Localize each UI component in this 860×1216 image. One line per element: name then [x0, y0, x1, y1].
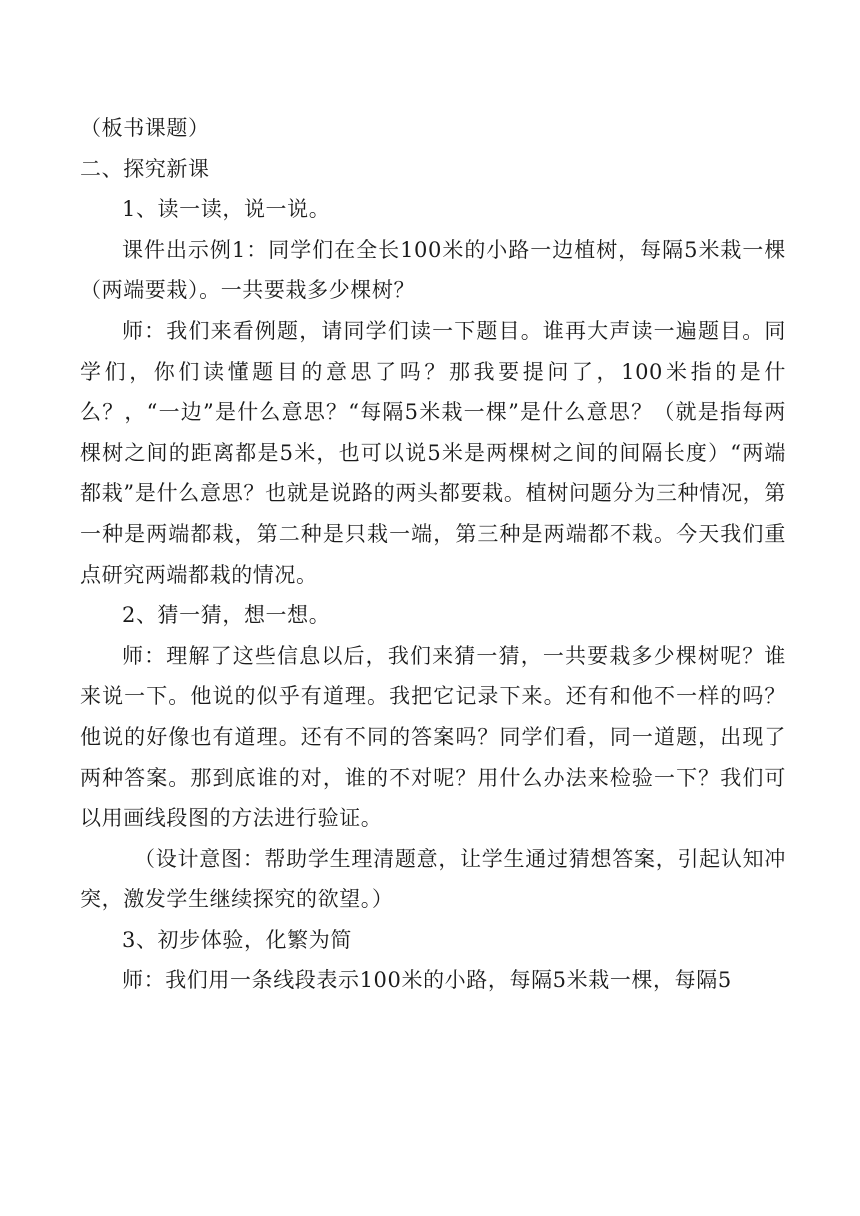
paragraph-teacher-reading: 师：我们来看例题，请同学们读一下题目。谁再大声读一遍题目。同学们，你们读懂题目的意思了吗？那我要提问了，100米指的是什么？，“一边”是什么意思？“每隔5米栽一棵”是什么意思？（就是指每两棵树之间的距离都是5米，也可以说5米是两棵树之间的间隔长度）“两端都栽”是什么意思？也就是说路的两头都要栽。植树问题分为三种情况，第一种是两端都栽，第二种是只栽一端，第三种是两端都不栽。今天我们重点研究两端都栽的情况。: [80, 318, 786, 587]
paragraph-board-title: （板书课题）: [80, 116, 210, 140]
document-body: [80, 108, 786, 1001]
step-heading-read: 1、读一读，说一说。: [122, 197, 331, 222]
paragraph-teacher-line-segment: 师：我们用一条线段表示100米的小路，每隔5米栽一棵，每隔5: [122, 968, 732, 993]
paragraph-example-problem: 课件出示例1：同学们在全长100米的小路一边植树，每隔5米栽一棵（两端要栽）。一共要栽多少棵树？: [80, 237, 786, 303]
paragraph-teacher-guess: 师：理解了这些信息以后，我们来猜一猜，一共要栽多少棵树呢？谁来说一下。他说的似乎有道理。我把它记录下来。还有和他不一样的吗？他说的好像也有道理。还有不同的答案吗？同学们看，同一道题，出现了两种答案。那到底谁的对，谁的不对呢？用什么办法来检验一下？我们可以用画线段图的方法进行验证。: [80, 643, 786, 831]
paragraph-design-intent: （设计意图：帮助学生理清题意，让学生通过猜想答案，引起认知冲突，激发学生继续探究的欲望。）: [80, 846, 786, 912]
step-heading-guess: 2、猜一猜，想一想。: [122, 603, 331, 628]
section-heading-explore: 二、探究新课: [80, 156, 210, 181]
step-heading-experience: 3、初步体验，化繁为简: [122, 927, 352, 952]
